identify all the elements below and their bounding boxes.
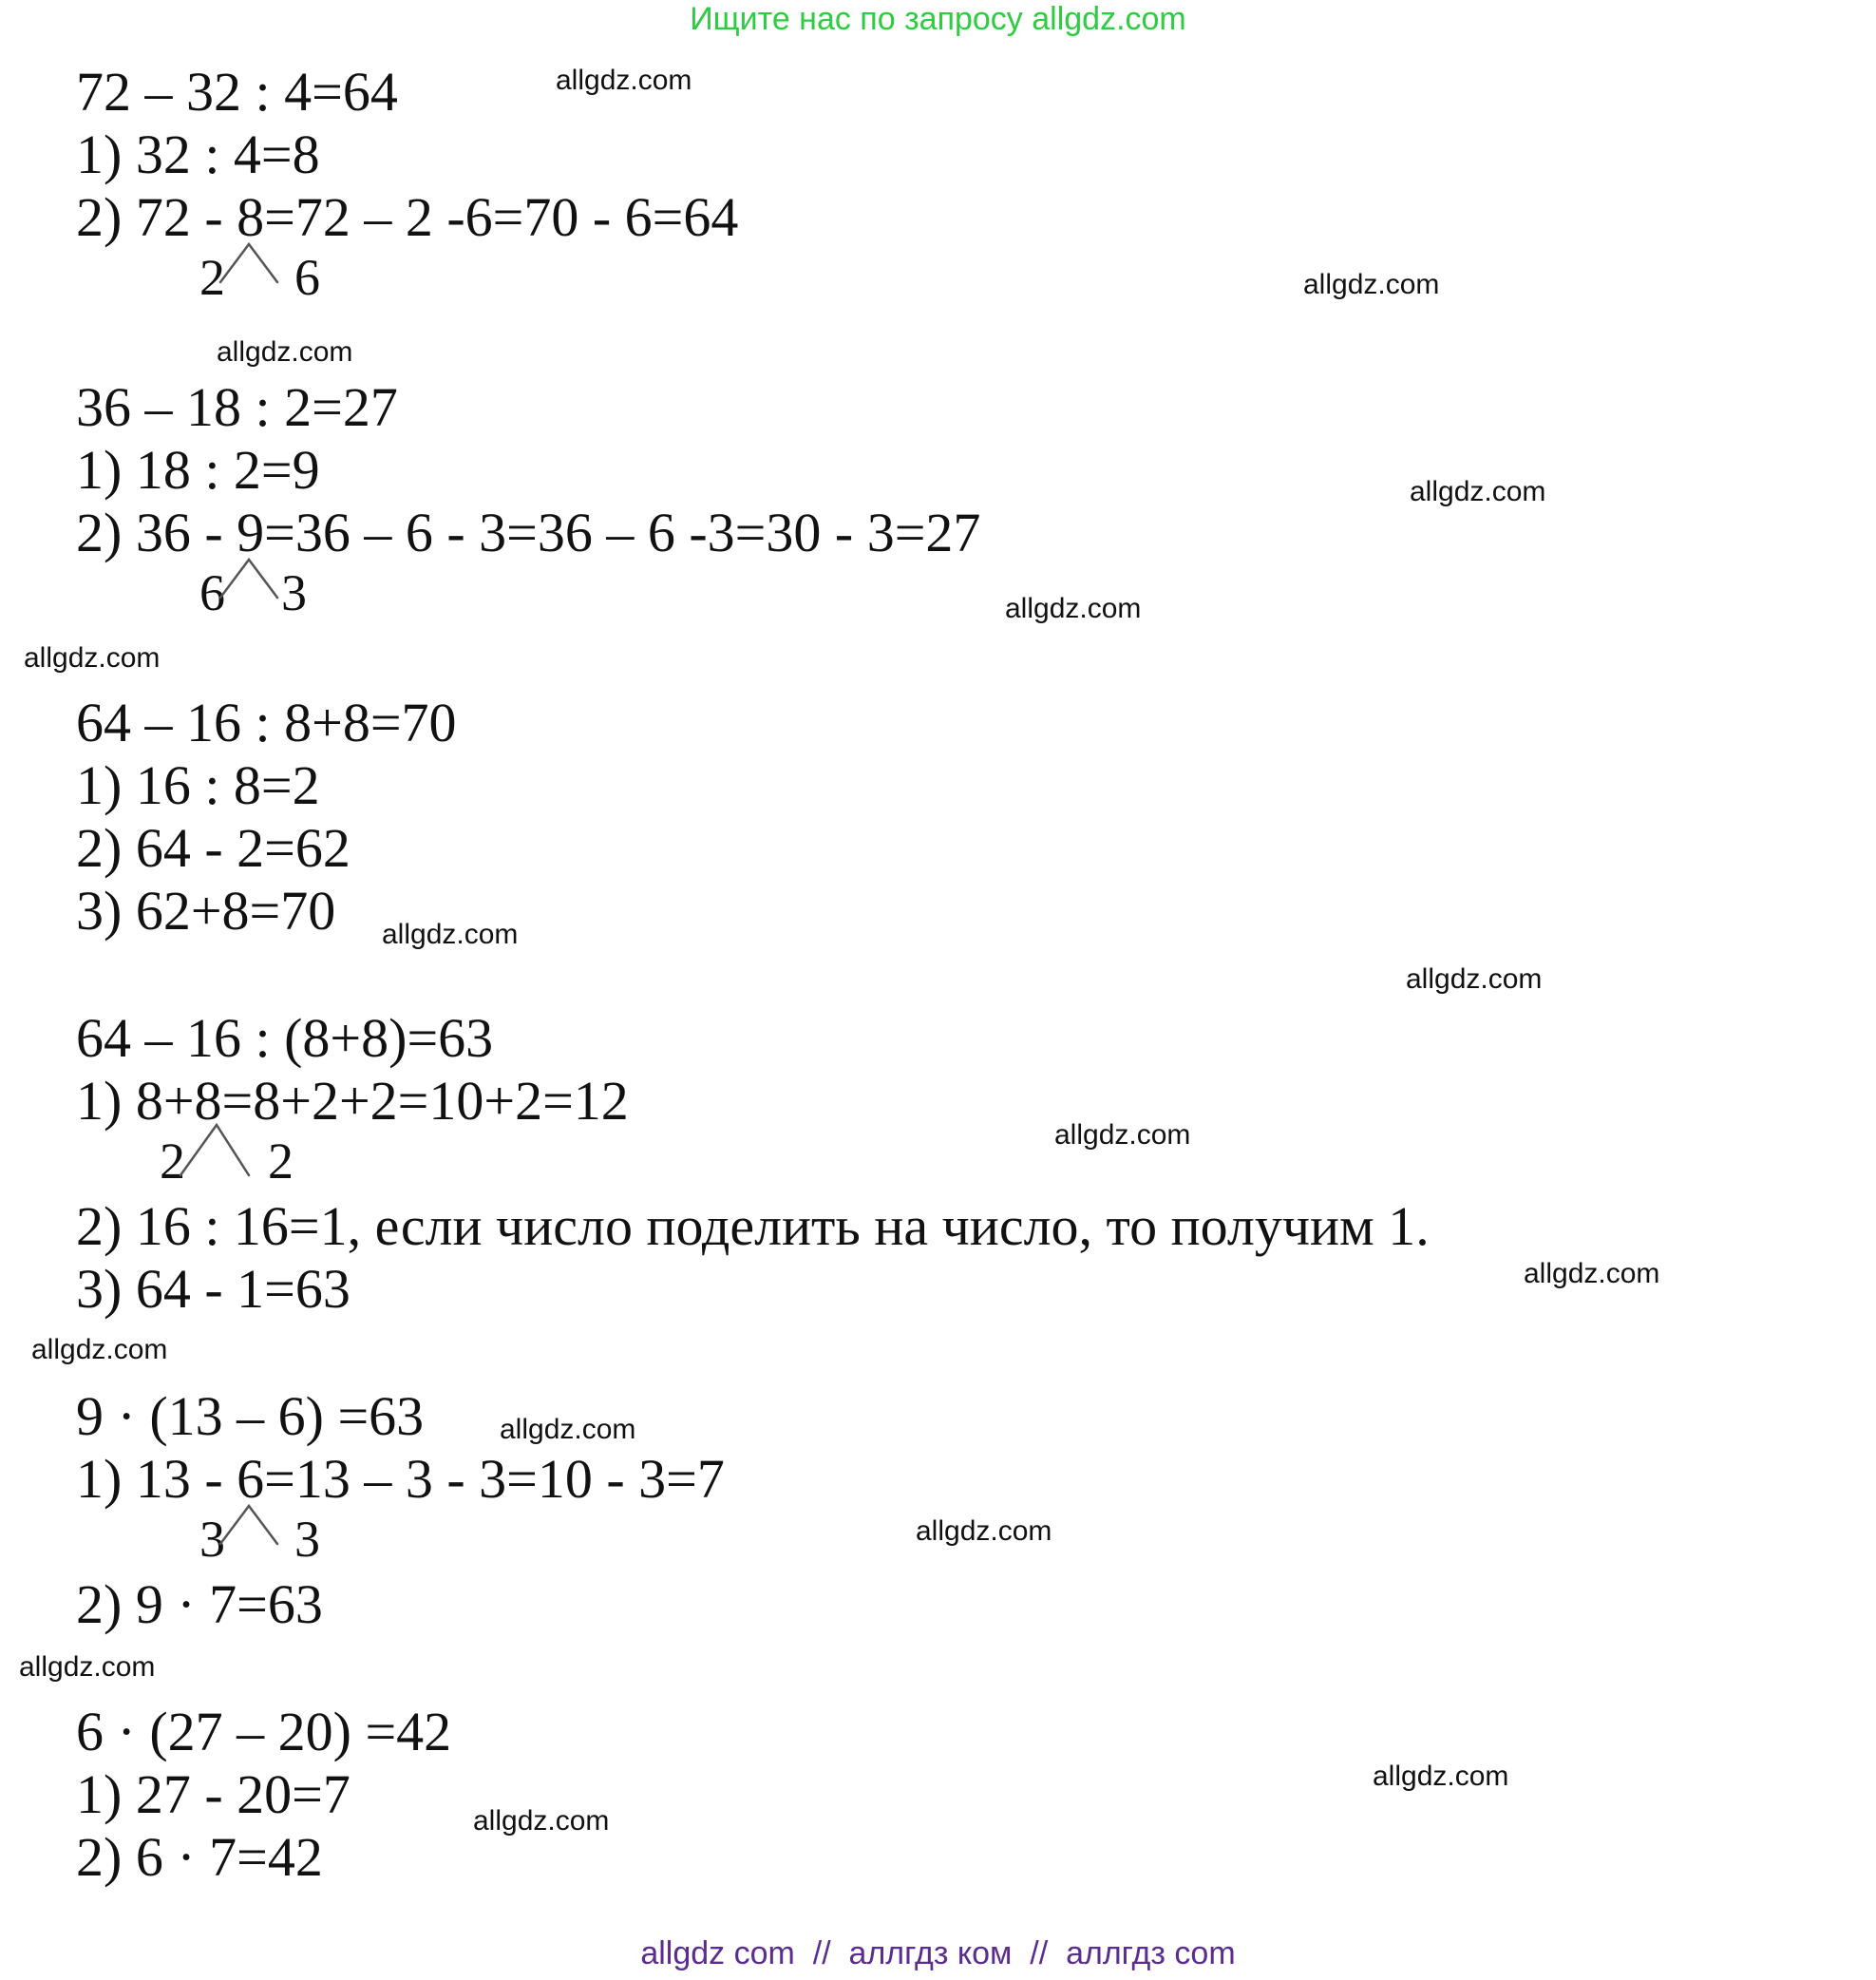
problem-5-branch — [220, 1506, 277, 1544]
problem-3-expression: 64 – 16 : 8+8=70 — [76, 692, 457, 753]
watermark: allgdz.com — [1524, 1258, 1660, 1289]
problem-1-step-2: 2) 72 - 8=72 – 2 -6=70 - 6=64 — [76, 186, 739, 248]
problem-1-branch — [220, 244, 277, 282]
problem-2-step-2: 2) 36 - 9=36 – 6 - 3=36 – 6 -3=30 - 3=27 — [76, 502, 981, 563]
problem-6-step-2: 2) 6 · 7=42 — [76, 1826, 323, 1888]
watermark: allgdz.com — [1005, 593, 1142, 624]
problem-4-step-2: 2) 16 : 16=1, если число поделить на число, то получим 1. — [76, 1195, 1430, 1257]
watermark: allgdz.com — [1303, 269, 1440, 300]
watermark: allgdz.com — [916, 1515, 1052, 1547]
watermark: allgdz.com — [24, 642, 161, 674]
problem-2-branch — [220, 560, 277, 598]
footer-brand-line: allgdz com // аллгдз ком // аллгдз com — [640, 1935, 1236, 1971]
watermark: allgdz.com — [556, 65, 692, 96]
problem-2-expression: 36 – 18 : 2=27 — [76, 376, 398, 438]
problem-4-decomp-right: 2 — [268, 1133, 294, 1190]
watermark: allgdz.com — [1410, 476, 1546, 507]
problem-4-step-3: 3) 64 - 1=63 — [76, 1258, 351, 1320]
watermark: allgdz.com — [1406, 963, 1543, 995]
problem-5-decomp-right: 3 — [294, 1511, 320, 1568]
watermark: allgdz.com — [31, 1334, 168, 1365]
watermark: allgdz.com — [1054, 1119, 1191, 1151]
problem-1-decomp-right: 6 — [294, 249, 320, 306]
problem-5-step-1: 1) 13 - 6=13 – 3 - 3=10 - 3=7 — [76, 1448, 725, 1510]
watermark: allgdz.com — [1373, 1761, 1509, 1792]
problem-6-step-1: 1) 27 - 20=7 — [76, 1763, 351, 1825]
problem-5-decomp-left: 3 — [199, 1511, 225, 1568]
problem-2-step-1: 1) 18 : 2=9 — [76, 439, 320, 501]
header-search-hint: Ищите нас по запросу allgdz.com — [690, 1, 1186, 37]
watermark: allgdz.com — [500, 1414, 636, 1445]
problem-6-expression: 6 · (27 – 20) =42 — [76, 1701, 452, 1762]
problem-3-step-1: 1) 16 : 8=2 — [76, 754, 320, 816]
watermark: allgdz.com — [473, 1805, 610, 1837]
problem-4-step-1: 1) 8+8=8+2+2=10+2=12 — [76, 1070, 629, 1132]
problem-3-step-2: 2) 64 - 2=62 — [76, 817, 351, 879]
watermark: allgdz.com — [382, 919, 519, 950]
watermark: allgdz.com — [217, 336, 353, 368]
problem-1-step-1: 1) 32 : 4=8 — [76, 124, 320, 185]
problem-4-decomp-left: 2 — [160, 1133, 185, 1190]
problem-2-decomp-left: 6 — [199, 564, 225, 621]
problem-5-expression: 9 · (13 – 6) =63 — [76, 1385, 425, 1447]
watermark: allgdz.com — [19, 1651, 156, 1683]
problem-5-step-2: 2) 9 · 7=63 — [76, 1573, 323, 1635]
problem-2-decomp-right: 3 — [281, 564, 307, 621]
problem-3-step-3: 3) 62+8=70 — [76, 880, 336, 942]
problem-1-expression: 72 – 32 : 4=64 — [76, 61, 398, 123]
problem-4-expression: 64 – 16 : (8+8)=63 — [76, 1007, 494, 1069]
problem-1-decomp-left: 2 — [199, 249, 225, 306]
